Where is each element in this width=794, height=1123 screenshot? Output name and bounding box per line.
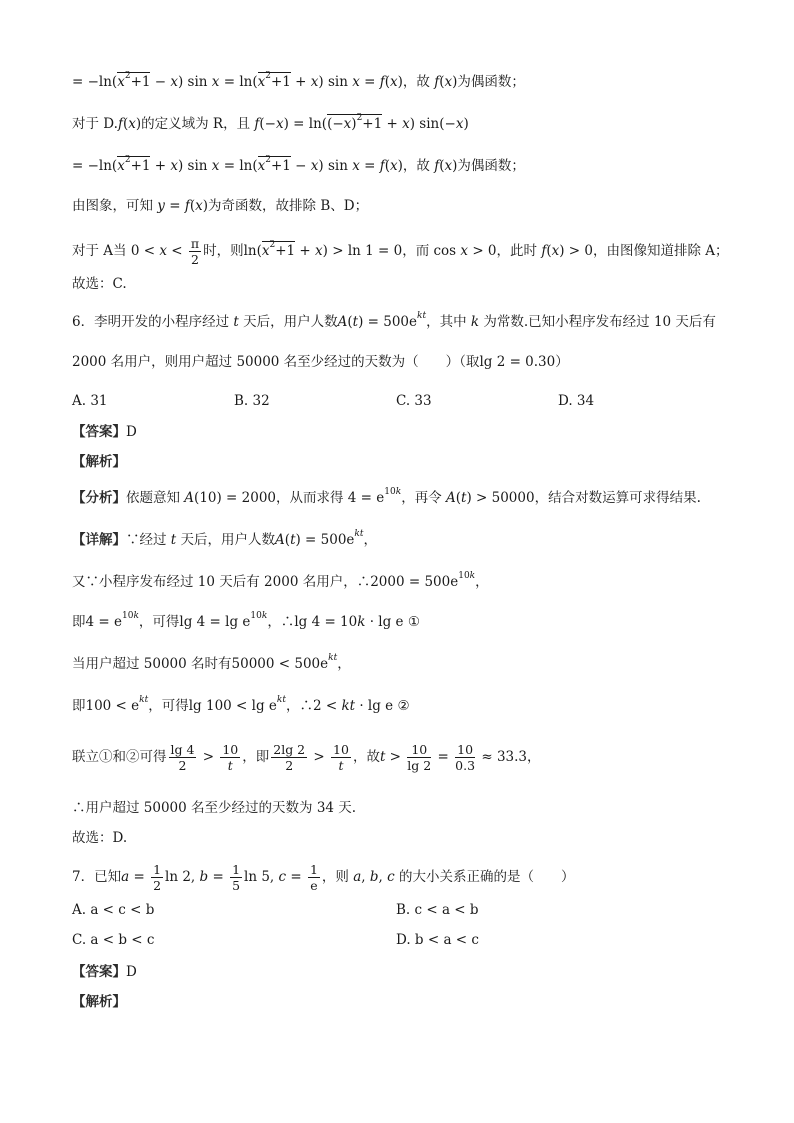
q7-stem: 7．已知a = $\frac{1}{2}$ ln 2, b = $\frac{1}{5}$ ln 5, c = $\frac{1}{e}$ ，则 a, b, c 的大小关系正确的是（ ） <box>72 862 575 893</box>
q6-step-1: 又∵小程序发布经过 10 天后有 2000 名用户，∴2000 = $500e^{10k}$， <box>72 571 489 590</box>
proof-line-5: 对于 A当 0 < x < $\frac{\pi}{2}$ 时，则$\ln(x^2+1 + x) > \ln 1 = 0$，而 cos x > 0，此时 f(x) > 0，由图像知道排除 A； <box>72 236 729 267</box>
proof-line-1: = $-\ln(x^2+1 - x)$ $\sin x = \ln(x^2+1 + x)$ sin x = f(x)，故 f(x)为偶函数； <box>72 71 525 90</box>
q6-option-d: D. 34 <box>558 393 595 409</box>
q6-option-b: B. 32 <box>234 393 270 409</box>
q6-jiexi-tag: 【解析】 <box>72 454 126 470</box>
q7-option-c: C. a < b < c <box>72 932 155 948</box>
q6-fenxi: 【分析】依题意知 A(10) = 2000，从而求得 $4 = e^{10k}$，再令 A(t) > 50000，结合对数运算可求得结果. <box>72 487 701 506</box>
q6-step-5: 联立①和②可得 $\frac{\lg 4}{2}$ > $\frac{10}{t}$ ，即 $\frac{2\lg 2}{2}$ > $\frac{10}{t}$ ，故t > $\frac{10}{\lg 2}$ = $\frac{10}{0.3}$ ≈ 33.3， <box>72 742 541 773</box>
q6-stem-line-2: 2000 名用户，则用户超过 50000 名至少经过的天数为（ ）（取lg 2 = 0.30） <box>72 354 569 370</box>
q6-option-c: C. 33 <box>396 393 432 409</box>
q6-step-3: 当用户超过 50000 名时有$50000 < 500e^{kt}$， <box>72 653 351 672</box>
q6-step-4: 即$100 < e^{kt}$，可得$\lg 100 < \lg e^{kt}$，∴2 < kt · lg e ② <box>72 695 410 714</box>
q6-stem-line-1: 6．李明开发的小程序经过 t 天后，用户人数$A(t) = 500e^{kt}$，其中 k 为常数.已知小程序发布经过 10 天后有 <box>72 311 716 330</box>
q6-answer: 【答案】D <box>72 424 137 440</box>
proof-line-4: 由图象，可知 y = f(x)为奇函数，故排除 B、D； <box>72 198 369 214</box>
q7-option-b: B. c < a < b <box>396 902 479 918</box>
q7-answer: 【答案】D <box>72 964 137 980</box>
q6-step-2: 即$4 = e^{10k}$，可得$\lg 4 = \lg e^{10k}$，∴lg 4 = 10k · lg e ① <box>72 611 420 630</box>
q6-xiangjie: 【详解】∵经过 t 天后，用户人数$A(t) = 500e^{kt}$， <box>72 529 377 548</box>
q7-jiexi-tag: 【解析】 <box>72 994 126 1010</box>
q7-option-d: D. b < a < c <box>396 932 479 948</box>
proof-line-3: = $-\ln(x^2+1 + x)$ $\sin x = \ln(x^2+1 - x)$ sin x = f(x)，故 f(x)为偶函数； <box>72 155 525 174</box>
proof-line-6: 故选：C. <box>72 276 127 292</box>
proof-line-2: 对于 D.f(x)的定义域为 R，且 $f(-x) = \ln((-x)^2+1 + x)$ sin(−x) <box>72 113 469 132</box>
q6-option-a: A. 31 <box>72 393 108 409</box>
q6-step-7: 故选：D. <box>72 830 128 846</box>
q6-step-6: ∴用户超过 50000 名至少经过的天数为 34 天. <box>72 800 357 816</box>
q7-option-a: A. a < c < b <box>72 902 155 918</box>
